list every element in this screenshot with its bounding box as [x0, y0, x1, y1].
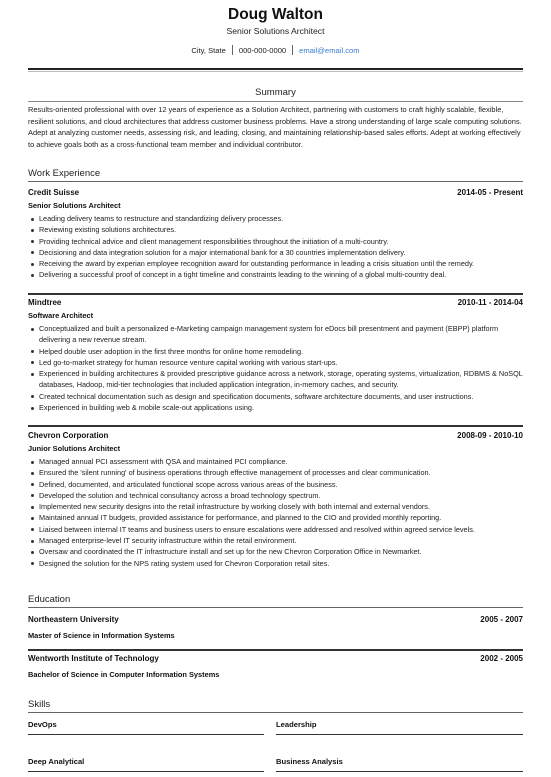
job-header: [28, 298, 523, 307]
job-dates: 2010-11 - 2014-04: [457, 298, 523, 307]
list-item: Helped double user adoption in the first three months for online home remodeling.: [39, 346, 523, 357]
skills-divider: [28, 712, 523, 713]
job-role: Senior Solutions Architect: [28, 201, 121, 210]
email-link[interactable]: email@email.com: [299, 45, 360, 55]
degree-name: Bachelor of Science in Computer Information Systems: [28, 670, 220, 679]
summary-divider: [28, 101, 523, 102]
summary-heading: Summary: [255, 87, 296, 98]
list-item: Maintained annual IT budgets, provided assistance for performance, and planned to the CIO and provided monthly reporting.: [39, 512, 523, 523]
work-experience-divider: [28, 181, 523, 182]
header-divider: [28, 68, 523, 70]
job-role: Junior Solutions Architect: [28, 444, 121, 453]
header-divider-secondary: [28, 71, 523, 72]
skill-underline: [28, 771, 264, 772]
degree-name: Master of Science in Information Systems: [28, 631, 175, 640]
job-entry: [28, 188, 523, 281]
list-item: Ensured the 'silent running' of business operations through effective management of processes and clear communication.: [39, 467, 523, 478]
education-divider: [28, 607, 523, 608]
job-company: Chevron Corporation: [28, 431, 109, 440]
job-divider: [28, 293, 523, 295]
skill-item: DevOps: [28, 720, 57, 729]
list-item: Designed the solution for the NPS rating system used for Chevron Corporation retail sites.: [39, 558, 523, 569]
list-item: Experienced in building architectures & provided prescriptive guidance across a network, storage, operating systems, virtualization, RDBMS & NoSQL databases, Hadoop, mid-tier technologies that included application integration, in-memory caches, and security.: [39, 369, 523, 390]
job-role: Software Architect: [28, 311, 94, 320]
list-item: Delivering a successful proof of concept in a tight timeline and constraints leading to the winning of a global multi-country deal.: [39, 269, 523, 280]
list-item: Created technical documentation such as design and specification documents, software architecture documents, and user instructions.: [39, 391, 523, 402]
job-bullets: [28, 213, 523, 281]
candidate-title: Senior Solutions Architect: [226, 26, 325, 36]
list-item: Developed the solution and technical consultancy across a broad technology spectrum.: [39, 490, 523, 501]
work-experience-heading: Work Experience: [28, 168, 101, 179]
list-item: Leading delivery teams to restructure and standardizing delivery processes.: [39, 213, 523, 224]
skill-item: Business Analysis: [276, 757, 343, 766]
list-item: Defined, documented, and articulated functional scope across various areas of the business.: [39, 479, 523, 490]
job-entry: [28, 431, 523, 569]
job-entry: [28, 298, 523, 413]
list-item: Reviewing existing solutions architectures.: [39, 224, 523, 235]
education-item-divider: [28, 649, 523, 651]
job-dates: 2008-09 - 2010-10: [457, 431, 523, 440]
list-item: Implemented new security designs into the retail infrastructure by working closely with both internal and external vendors.: [39, 501, 523, 512]
phone-text: 000-000-0000: [238, 45, 287, 55]
skills-heading: Skills: [28, 699, 51, 710]
list-item: Liaised between internal IT teams and business users to ensure escalations were addressed and resolved within agreed service levels.: [39, 524, 523, 535]
education-dates: 2005 - 2007: [480, 615, 523, 624]
skill-underline: [276, 734, 523, 735]
list-item: Oversaw and coordinated the IT infrastructure install and set up for the new Chevron Corporation Office in Newmarket.: [39, 546, 523, 557]
school-name: Northeastern University: [28, 615, 119, 624]
skill-underline: [28, 734, 264, 735]
skill-underline: [276, 771, 523, 772]
list-item: Managed enterprise-level IT security infrastructure within the retail environment.: [39, 535, 523, 546]
job-company: Credit Suisse: [28, 188, 80, 197]
education-header: [28, 654, 523, 663]
list-item: Managed annual PCI assessment with QSA and maintained PCI compliance.: [39, 456, 523, 467]
list-item: Providing technical advice and client management responsibilities throughout the initiation of a multi-country.: [39, 236, 523, 247]
education-entry: [28, 615, 523, 640]
summary-paragraph: Results-oriented professional with over 12 years of experience as a Solution Architect, partnering with customers to craft highly scalable, flexible, resilient solutions, and cloud architectures that address customer business problems. Have a strong understanding of large scale computing solutions. Adept at analyzing customer needs, assessing risk, and leading, closing, and maintaining relationship-based sales efforts. Adept at working effectively to achieve goals both as a cross-functional team member and individual contributor.: [28, 105, 522, 149]
education-header: [28, 615, 523, 624]
resume-header: [0, 0, 551, 55]
job-bullets: [28, 323, 523, 413]
education-dates: 2002 - 2005: [480, 654, 523, 663]
skill-item: Leadership: [276, 720, 317, 729]
list-item: Decisioning and data integration solution for a major international bank for a 30 countries implementation delivery.: [39, 247, 523, 258]
contact-divider: [292, 45, 293, 55]
list-item: Receiving the award by experian employee recognition award for outstanding performance in leading a crisis situation until the remedy.: [39, 258, 523, 269]
list-item: Led go-to-market strategy for human resource venture capital working with various start-ups.: [39, 357, 523, 368]
job-header: [28, 431, 523, 440]
job-divider: [28, 425, 523, 427]
education-entry: [28, 654, 523, 679]
education-heading: Education: [28, 594, 71, 605]
job-bullets: [28, 456, 523, 569]
contact-line: [0, 45, 551, 55]
contact-divider: [232, 45, 233, 55]
location-text: City, State: [191, 45, 226, 55]
job-header: [28, 188, 523, 197]
skill-item: Deep Analytical: [28, 757, 85, 766]
list-item: Experienced in building web & mobile scale-out applications using.: [39, 402, 523, 413]
job-dates: 2014-05 - Present: [457, 188, 523, 197]
list-item: Conceptualized and built a personalized e-Marketing campaign management system for eDocs bill presentment and payment (EBPP) platform delivering a new revenue stream.: [39, 323, 523, 346]
candidate-name: Doug Walton: [228, 6, 323, 23]
school-name: Wentworth Institute of Technology: [28, 654, 159, 663]
job-company: Mindtree: [28, 298, 62, 307]
